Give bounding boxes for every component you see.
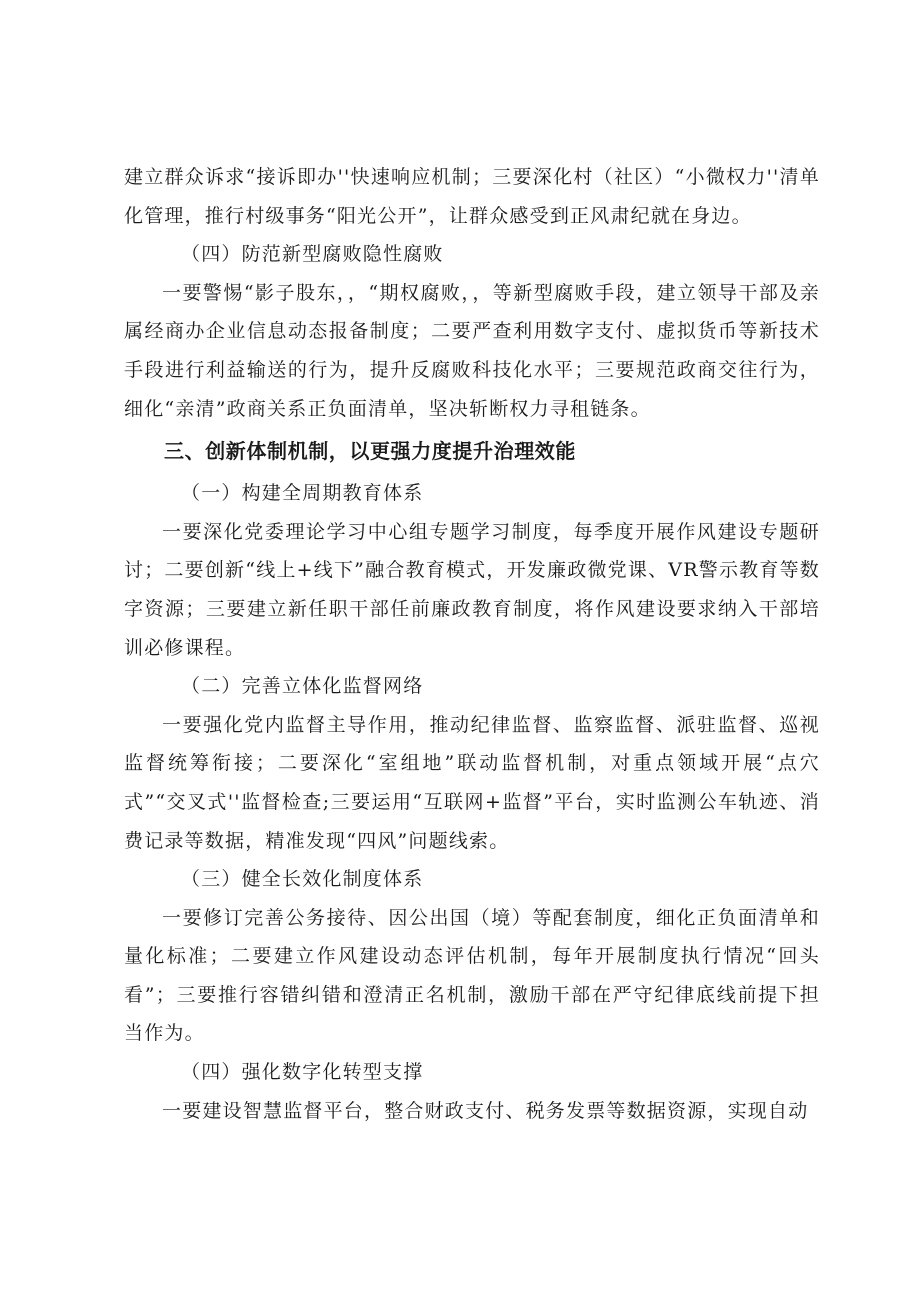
- subsection-title-institution: （三）健全长效化制度体系: [181, 868, 424, 891]
- subsection-body-institution: 一要修订完善公务接待、因公出国（境）等配套制度，细化正负面清单和量化标准；二要建立作风建设动态评估机制，每年开展制度执行情况“回头看”；三要推行容错纠错和澄清正名机制，激励干部在严守纪律底线前提下担当作为。: [124, 906, 820, 1045]
- subsection-body-prevention: 一要警惕“影子股东，，“期权腐败，，等新型腐败手段，建立领导干部及亲属经商办企业信息动态报备制度；二要严查利用数字支付、虚拟货币等新技术手段进行利益输送的行为，提升反腐败科技化水平；三要规范政商交往行为，细化“亲清”政商关系正负面清单，坚决斩断权力寻租链条。: [124, 281, 820, 420]
- subsection-title-prevention: （四）防范新型腐败隐性腐败: [181, 243, 444, 266]
- subsection-title-education: （一）构建全周期教育体系: [181, 482, 424, 505]
- subsection-body-education: 一要深化党委理论学习中心组专题学习制度，每季度开展作风建设专题研讨；二要创新“线上+线下”融合教育模式，开发廉政微党课、VR警示教育等数字资源；三要建立新任职干部任前廉政教育制度，将作风建设要求纳入干部培训必修课程。: [124, 520, 820, 659]
- subsection-title-supervision: （二）完善立体化监督网络: [181, 675, 424, 698]
- subsection-body-digital: 一要建设智慧监督平台，整合财政支付、税务发票等数据资源，实现自动: [162, 1099, 809, 1122]
- section-heading-3: 三、创新体制机制，以更强力度提升治理效能: [164, 439, 576, 464]
- document-body: [124, 158, 820, 1130]
- subsection-title-digital: （四）强化数字化转型支撑: [181, 1061, 424, 1084]
- subsection-body-supervision: 一要强化党内监督主导作用，推动纪律监督、监察监督、派驻监督、巡视监督统筹衔接；二要深化“室组地”联动监督机制，对重点领域开展“点穴式”“交叉式''监督检查;三要运用“互联网+监督”平台，实时监测公车轨迹、消费记录等数据，精准发现“四风”问题线索。: [124, 713, 820, 852]
- continuation-paragraph: 建立群众诉求“接诉即办''快速响应机制；三要深化村（社区）“小微权力''清单化管理，推行村级事务“阳光公开”，让群众感受到正风肃纪就在身边。: [124, 166, 820, 227]
